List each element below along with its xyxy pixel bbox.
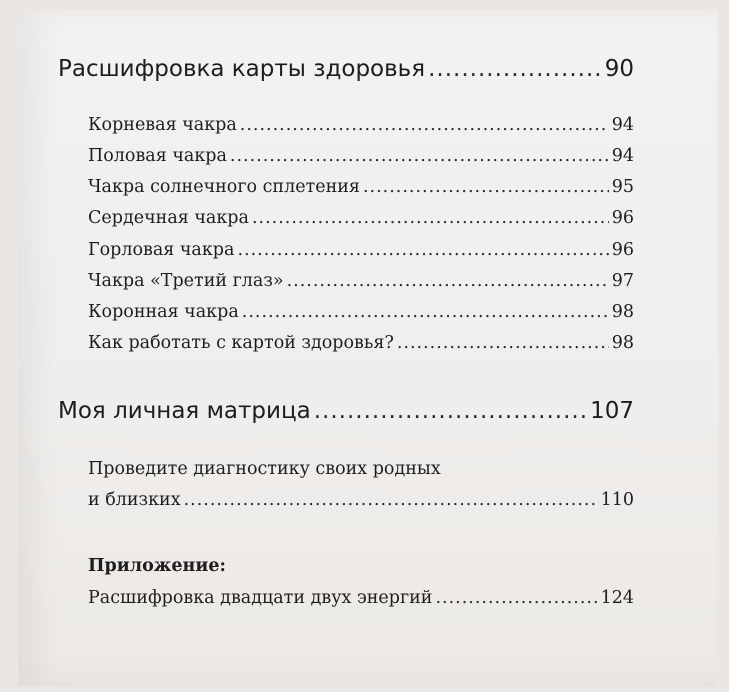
toc-entry-title: Корневая чакра	[88, 115, 237, 135]
appendix-heading: Приложение:	[88, 556, 226, 576]
dot-leader	[252, 208, 609, 228]
dot-leader	[242, 302, 609, 322]
toc-entry-title: Как работать с картой здоровья?	[88, 333, 394, 353]
toc-entry-how-to-work[interactable]	[88, 333, 634, 353]
dot-leader	[287, 271, 609, 291]
toc-entry-third-eye-chakra[interactable]	[88, 271, 634, 291]
toc-entry-throat-chakra[interactable]	[88, 240, 634, 260]
dot-leader	[230, 146, 609, 166]
toc-entry-title: Расшифровка карты здоровья	[58, 56, 426, 82]
toc-entry-page: 90	[604, 56, 634, 82]
toc-entry-title: Горловая чакра	[88, 240, 235, 260]
toc-entry-personal-matrix[interactable]	[58, 398, 634, 424]
toc-entry-root-chakra[interactable]	[88, 115, 634, 135]
toc-entry-page: 98	[611, 302, 634, 322]
toc-entry-title: и близких	[88, 490, 181, 510]
toc-entry-page: 97	[611, 271, 634, 291]
toc-entry-title: Чакра солнечного сплетения	[88, 177, 360, 197]
dot-leader	[397, 333, 609, 353]
dot-leader	[184, 490, 598, 510]
toc-entry-page: 94	[611, 115, 634, 135]
toc-entry-diagnostics-line1[interactable]: Проведите диагностику своих родных	[88, 459, 441, 479]
toc-entry-title: Чакра «Третий глаз»	[88, 271, 284, 291]
toc-entry-sacral-chakra[interactable]	[88, 146, 634, 166]
toc-entry-22-energies[interactable]	[88, 588, 634, 608]
toc-entry-page: 96	[611, 208, 634, 228]
dot-leader	[428, 56, 602, 82]
toc-entry-page: 94	[611, 146, 634, 166]
toc-entry-page: 124	[600, 588, 634, 608]
toc-entry-page: 110	[600, 490, 634, 510]
dot-leader	[363, 177, 609, 197]
toc-entry-page: 96	[611, 240, 634, 260]
toc-entry-heart-chakra[interactable]	[88, 208, 634, 228]
toc-entry-title: Расшифровка двадцати двух энергий	[88, 588, 433, 608]
toc-entry-page: 107	[590, 398, 634, 424]
toc-entry-solar-plexus-chakra[interactable]	[88, 177, 634, 197]
toc-entry-health-map[interactable]	[58, 56, 634, 82]
dot-leader	[435, 588, 597, 608]
toc-entry-diagnostics[interactable]	[88, 490, 634, 510]
toc-entry-crown-chakra[interactable]	[88, 302, 634, 322]
dot-leader	[237, 240, 608, 260]
dot-leader	[240, 115, 609, 135]
toc-entry-title: Половая чакра	[88, 146, 227, 166]
toc-entry-page: 95	[611, 177, 634, 197]
toc-entry-page: 98	[611, 333, 634, 353]
dot-leader	[314, 398, 587, 424]
toc-entry-title: Моя личная матрица	[58, 398, 311, 424]
toc-entry-title: Сердечная чакра	[88, 208, 249, 228]
toc-entry-title: Коронная чакра	[88, 302, 239, 322]
